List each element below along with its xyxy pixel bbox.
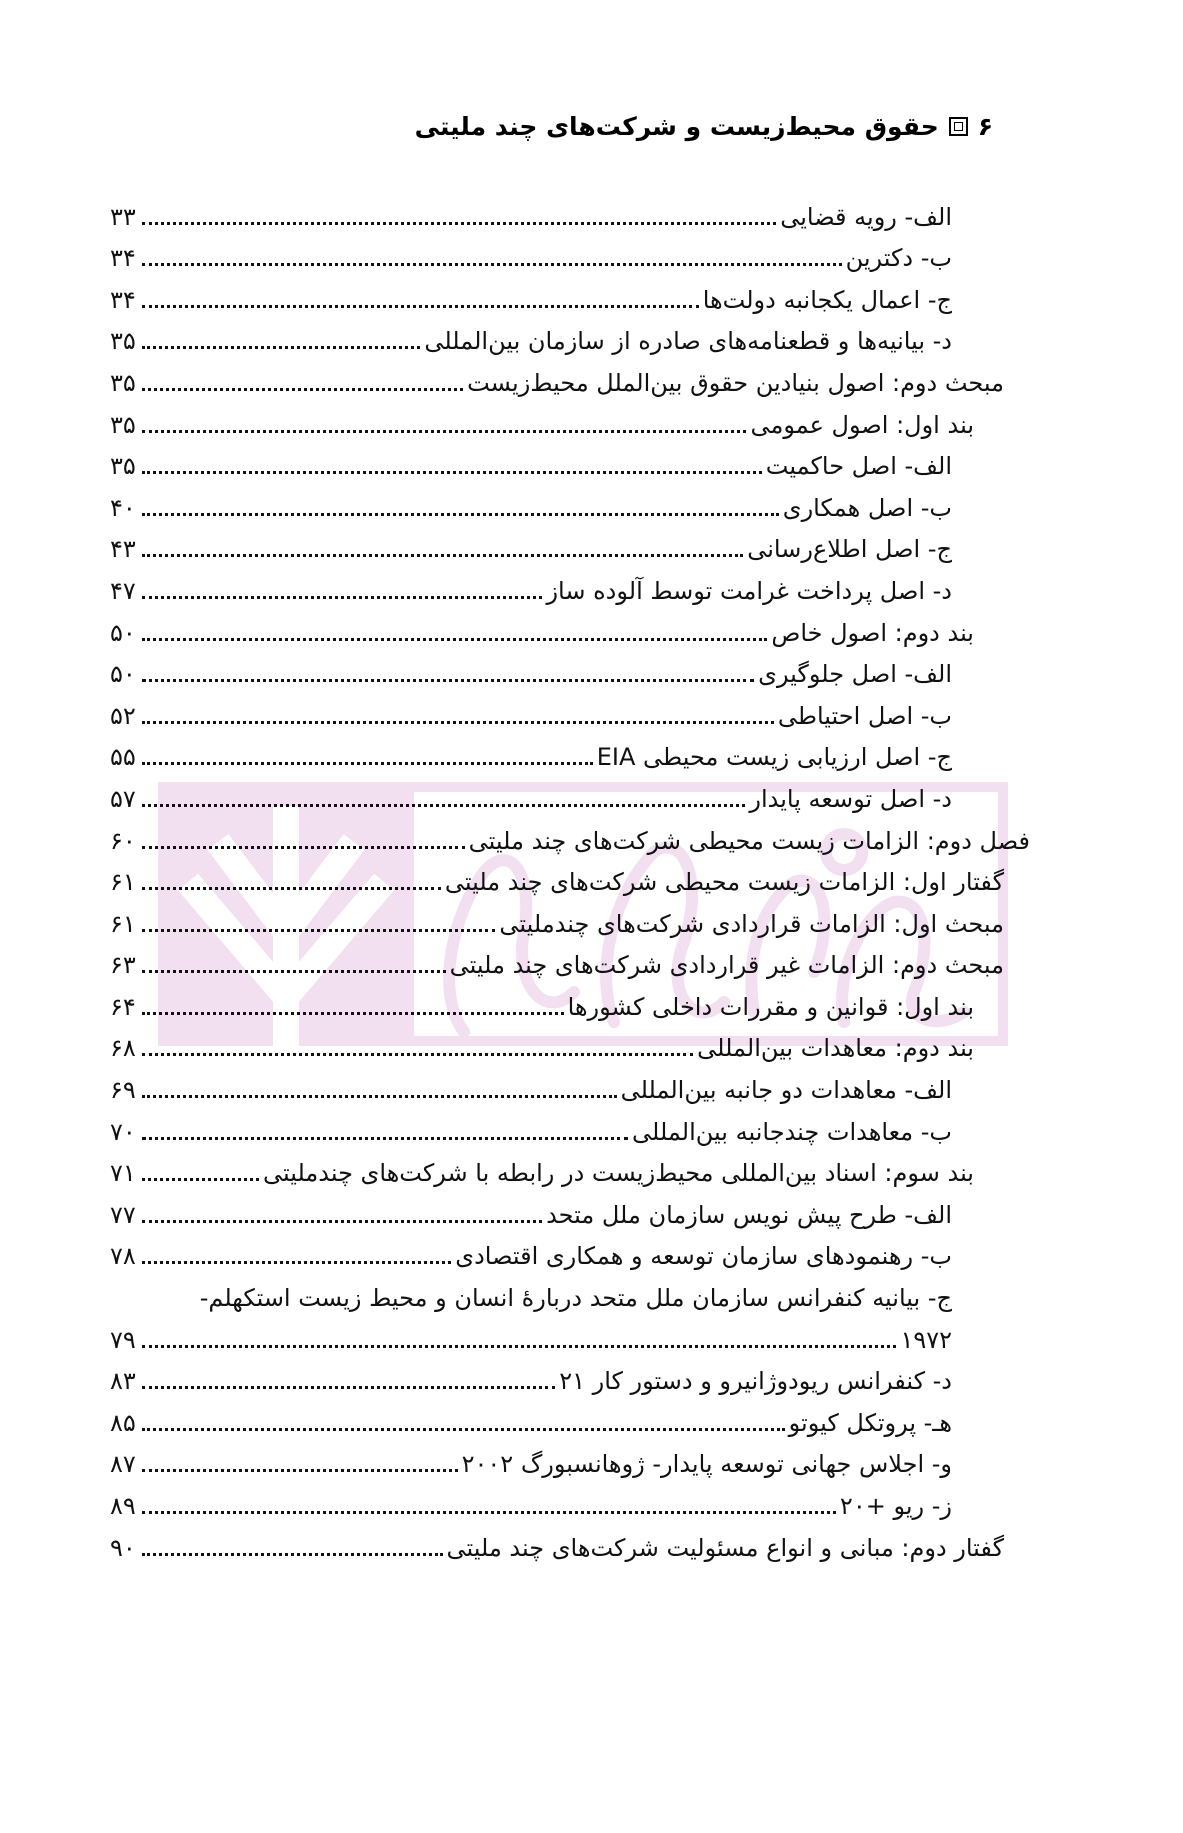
- toc-entry-page: ۶۸: [110, 1034, 136, 1063]
- toc-entry[interactable]: [110, 232, 952, 274]
- toc-entry[interactable]: [110, 856, 1004, 898]
- toc-entry-title: مبحث دوم: الزامات غیر قراردادی شرکت‌های چند ملیتی: [449, 951, 1004, 980]
- toc-entry-page: ۶۰: [110, 826, 136, 855]
- toc-entry-title: الف- رویه قضایی: [780, 202, 952, 231]
- dot-leader: [142, 804, 745, 807]
- dot-leader: [142, 430, 746, 433]
- toc-entry-title: مبحث اول: الزامات قراردادی شرکت‌های چندملیتی: [499, 909, 1004, 938]
- toc-entry[interactable]: [110, 523, 952, 565]
- toc-entry-title: بند اول: قوانین و مقررات داخلی کشورها: [567, 992, 974, 1021]
- toc-entry[interactable]: [110, 1230, 952, 1272]
- dot-leader: [142, 1386, 555, 1389]
- toc-entry-page: ۴۳: [110, 535, 136, 564]
- toc-entry[interactable]: [110, 980, 974, 1022]
- toc-entry-page: ۳۳: [110, 202, 136, 231]
- toc-entry[interactable]: [110, 648, 952, 690]
- dot-leader: [142, 1137, 628, 1140]
- toc-entry-title: گفتار دوم: مبانی و انواع مسئولیت شرکت‌های چند ملیتی: [446, 1533, 1004, 1562]
- dot-leader: [142, 1053, 693, 1056]
- toc-entry-page: ۹۰: [110, 1533, 136, 1562]
- toc-entry[interactable]: [110, 564, 952, 606]
- toc-entry-page: ۳۵: [110, 368, 136, 397]
- toc-entry-continuation[interactable]: [110, 1313, 952, 1355]
- toc-entry-page: ۸۷: [110, 1450, 136, 1479]
- toc-entry[interactable]: [110, 1355, 952, 1397]
- toc-entry-title: ب- اصل همکاری: [782, 493, 952, 522]
- square-bullet-icon: [949, 117, 968, 136]
- toc-entry[interactable]: [110, 1147, 974, 1189]
- toc-entry[interactable]: [110, 356, 1004, 398]
- toc-entry-title: ب- اصل احتیاطی: [777, 701, 952, 730]
- toc-entry-page: ۵۰: [110, 660, 136, 689]
- toc-entry-title: بند دوم: معاهدات بین‌المللی: [697, 1034, 974, 1063]
- dot-leader: [142, 388, 463, 391]
- toc-entry-title: د- اصل توسعه پایدار: [749, 784, 952, 813]
- dot-leader: [142, 471, 762, 474]
- toc-entry-page: ۴۰: [110, 493, 136, 522]
- toc-entry-title: مبحث دوم: اصول بنیادین حقوق بین‌الملل محیط‌زیست: [467, 368, 1004, 397]
- toc-entry-title: الف- اصل حاکمیت: [765, 452, 952, 481]
- toc-entry[interactable]: [110, 1479, 952, 1521]
- toc-entry[interactable]: [110, 772, 952, 814]
- running-header: [415, 112, 993, 141]
- toc-entry-title: الف- معاهدات دو جانبه بین‌المللی: [620, 1076, 952, 1105]
- toc-entry[interactable]: [110, 190, 952, 232]
- toc-entry-title: الف- اصل جلوگیری: [758, 660, 952, 689]
- toc-entry[interactable]: [110, 897, 1004, 939]
- dot-leader: [142, 929, 495, 932]
- toc-entry-page: ۵۷: [110, 784, 136, 813]
- toc-entry-page: ۳۴: [110, 285, 136, 314]
- toc-entry-page: ۵۲: [110, 701, 136, 730]
- table-of-contents: [110, 190, 1030, 1563]
- toc-entry-page: ۸۹: [110, 1492, 136, 1520]
- toc-entry-title: ج- اصل اطلاع‌رسانی: [747, 535, 952, 564]
- toc-entry-page: ۸۵: [110, 1408, 136, 1437]
- toc-entry[interactable]: [110, 1521, 1004, 1563]
- dot-leader: [142, 222, 776, 225]
- toc-entry-page: ۶۹: [110, 1076, 136, 1105]
- toc-entry-title: ب- رهنمودهای سازمان توسعه و همکاری اقتصادی: [455, 1242, 952, 1271]
- toc-entry[interactable]: [110, 1188, 952, 1230]
- dot-leader: [142, 1178, 259, 1181]
- dot-leader: [142, 554, 743, 557]
- toc-entry-page: ۶۱: [110, 868, 136, 897]
- toc-entry[interactable]: [110, 481, 952, 523]
- toc-entry-title: و- اجلاس جهانی توسعه پایدار- ژوهانسبورگ ۲۰۰۲: [461, 1450, 952, 1479]
- toc-entry-page: ۷۸: [110, 1242, 136, 1271]
- toc-entry-title-continuation: ۱۹۷۲: [900, 1325, 952, 1354]
- toc-entry-page: ۷۹: [110, 1325, 136, 1354]
- dot-leader: [142, 970, 446, 973]
- toc-entry-title: الف- طرح پیش نویس سازمان ملل متحد: [546, 1200, 952, 1229]
- dot-leader: [142, 346, 420, 349]
- toc-entry[interactable]: [110, 814, 1030, 856]
- dot-leader: [142, 721, 774, 724]
- toc-entry-title: ب- معاهدات چندجانبه بین‌المللی: [632, 1117, 952, 1146]
- dot-leader: [142, 1511, 836, 1514]
- toc-entry-page: ۵۵: [110, 743, 136, 772]
- toc-entry-title: د- کنفرانس ریودوژانیرو و دستور کار ۲۱: [559, 1367, 952, 1396]
- toc-entry-title: ج- بیانیه کنفرانس سازمان ملل متحد دربارهٔ انسان و محیط زیست استکهلم-: [199, 1284, 952, 1313]
- toc-entry-page: ۵۰: [110, 618, 136, 647]
- dot-leader: [142, 679, 754, 682]
- dot-leader: [142, 1428, 785, 1431]
- toc-entry-page: ۶۴: [110, 992, 136, 1021]
- toc-entry[interactable]: [110, 939, 1004, 981]
- dot-leader: [142, 1261, 451, 1264]
- toc-entry-page: ۶۱: [110, 909, 136, 938]
- toc-entry[interactable]: [110, 273, 952, 315]
- toc-entry-title: فصل دوم: الزامات زیست محیطی شرکت‌های چند ملیتی: [468, 826, 1030, 855]
- toc-entry[interactable]: [110, 1105, 952, 1147]
- dot-leader: [142, 638, 767, 641]
- toc-entry-title: گفتار اول: الزامات زیست محیطی شرکت‌های چند ملیتی: [444, 868, 1004, 897]
- toc-entry-page: ۸۳: [110, 1367, 136, 1396]
- toc-entry-page: ۷۱: [110, 1159, 136, 1188]
- toc-entry-title: بند سوم: اسناد بین‌المللی محیط‌زیست در رابطه با شرکت‌های چندملیتی: [262, 1159, 974, 1188]
- toc-entry-page: ۴۷: [110, 576, 136, 605]
- dot-leader: [142, 513, 779, 516]
- toc-entry-page: ۳۵: [110, 452, 136, 481]
- toc-entry-page: ۷۷: [110, 1200, 136, 1229]
- page-number: ۶: [977, 112, 993, 141]
- dot-leader: [142, 1220, 542, 1223]
- dot-leader: [142, 762, 593, 765]
- book-title: حقوق محیط‌زیست و شرکت‌های چند ملیتی: [414, 112, 939, 141]
- toc-entry[interactable]: [110, 606, 974, 648]
- toc-entry-title: ج- اصل ارزیابی زیست محیطی EIA: [596, 743, 952, 772]
- toc-entry[interactable]: [110, 731, 952, 773]
- toc-entry[interactable]: [110, 440, 952, 482]
- toc-entry[interactable]: [110, 315, 952, 357]
- dot-leader: [142, 846, 465, 849]
- toc-entry-page: ۳۵: [110, 410, 136, 439]
- toc-entry-title: بند اول: اصول عمومی: [750, 410, 974, 439]
- toc-entry-page: ۳۴: [110, 244, 136, 273]
- toc-entry[interactable]: [110, 1438, 952, 1480]
- toc-entry[interactable]: [110, 1271, 952, 1313]
- toc-entry-page: ۷۰: [110, 1117, 136, 1146]
- toc-entry-title: د- بیانیه‌ها و قطعنامه‌های صادره از سازمان بین‌المللی: [424, 327, 952, 356]
- toc-entry-page: ۶۳: [110, 951, 136, 980]
- toc-entry-page: ۳۵: [110, 327, 136, 356]
- dot-leader: [142, 1553, 443, 1556]
- dot-leader: [142, 596, 542, 599]
- toc-entry-title: ب- دکترین: [845, 244, 952, 273]
- toc-entry-title: د- اصل پرداخت غرامت توسط آلوده ساز: [546, 576, 952, 605]
- dot-leader: [142, 305, 699, 308]
- toc-entry[interactable]: [110, 1022, 974, 1064]
- toc-entry[interactable]: [110, 1396, 952, 1438]
- dot-leader: [142, 1095, 617, 1098]
- toc-entry-title: ج- اعمال یکجانبه دولت‌ها: [702, 285, 952, 314]
- toc-entry-title: ز- ریو +۲۰: [839, 1492, 952, 1520]
- dot-leader: [142, 1345, 896, 1348]
- toc-entry[interactable]: [110, 1063, 952, 1105]
- toc-entry[interactable]: [110, 398, 974, 440]
- dot-leader: [142, 263, 842, 266]
- toc-entry[interactable]: [110, 689, 952, 731]
- dot-leader: [142, 887, 441, 890]
- toc-entry-title: بند دوم: اصول خاص: [771, 618, 974, 647]
- dot-leader: [142, 1469, 458, 1472]
- dot-leader: [142, 1012, 564, 1015]
- toc-entry-title: هـ- پروتکل کیوتو: [788, 1408, 952, 1437]
